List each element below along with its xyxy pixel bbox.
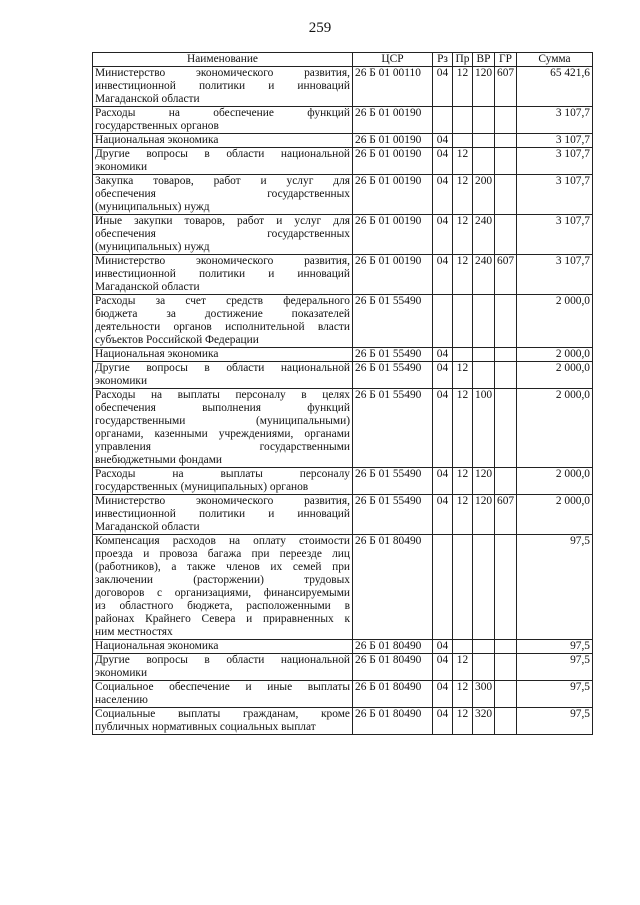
row-gr: 607: [495, 255, 517, 295]
row-csr: 26 Б 01 00190: [353, 215, 433, 255]
header-csr: ЦСР: [353, 53, 433, 67]
budget-table: [92, 52, 593, 735]
table-row: [93, 175, 593, 215]
row-name-line: управления государственными: [95, 441, 350, 453]
row-name-line: обеспечения государственных: [95, 228, 350, 240]
header-sum: Сумма: [517, 53, 593, 67]
header-rz: Рз: [433, 53, 453, 67]
row-name-line: населению: [95, 694, 148, 706]
row-csr: 26 Б 01 80490: [353, 681, 433, 708]
row-vr: 200: [473, 175, 495, 215]
row-name: [93, 495, 353, 535]
row-pr: 12: [453, 654, 473, 681]
row-rz: 04: [433, 640, 453, 654]
row-pr: 12: [453, 389, 473, 468]
row-name-line: (работников), а также членов их семей при: [95, 561, 350, 573]
row-pr: [453, 348, 473, 362]
row-name-line: субъектов Российской Федерации: [95, 334, 259, 346]
row-name-line: государственных (муниципальных) органов: [95, 481, 309, 493]
row-vr: 120: [473, 468, 495, 495]
row-name-line: Национальная экономика: [95, 134, 219, 146]
row-name-line: Социальные выплаты гражданам, кроме: [95, 708, 350, 720]
row-gr: [495, 362, 517, 389]
row-pr: 12: [453, 215, 473, 255]
row-name-line: Расходы на обеспечение функций: [95, 107, 350, 119]
table-row: [93, 708, 593, 735]
table-header: [93, 53, 593, 67]
row-vr: 240: [473, 255, 495, 295]
row-vr: [473, 107, 495, 134]
row-name-line: бюджета за достижение показателей: [95, 308, 350, 320]
row-name: [93, 134, 353, 148]
row-name: [93, 215, 353, 255]
row-csr: 26 Б 01 00190: [353, 175, 433, 215]
row-name: [93, 535, 353, 640]
row-name: [93, 640, 353, 654]
row-sum: 3 107,7: [517, 134, 593, 148]
row-sum: 97,5: [517, 654, 593, 681]
row-name-line: инвестиционной политики и инноваций: [95, 508, 350, 520]
row-vr: [473, 654, 495, 681]
header-vr: ВР: [473, 53, 495, 67]
row-name-line: Другие вопросы в области национальной: [95, 654, 350, 666]
row-pr: 12: [453, 362, 473, 389]
row-name-line: (муниципальных) нужд: [95, 241, 210, 253]
row-name-line: экономики: [95, 375, 148, 387]
row-vr: [473, 295, 495, 348]
table-row: [93, 348, 593, 362]
row-sum: 3 107,7: [517, 107, 593, 134]
row-rz: [433, 107, 453, 134]
table-row: [93, 681, 593, 708]
row-rz: 04: [433, 708, 453, 735]
row-vr: 120: [473, 67, 495, 107]
row-gr: [495, 134, 517, 148]
row-name-line: Расходы на выплаты персоналу в целях: [95, 389, 350, 401]
row-name-line: государственных органов: [95, 120, 219, 132]
table-row: [93, 389, 593, 468]
row-name: [93, 148, 353, 175]
row-gr: [495, 348, 517, 362]
row-vr: [473, 134, 495, 148]
row-name: [93, 295, 353, 348]
row-name-line: из областного бюджета, расположенными в: [95, 600, 350, 612]
table-row: [93, 495, 593, 535]
row-gr: 607: [495, 495, 517, 535]
row-name-line: экономики: [95, 667, 148, 679]
row-csr: 26 Б 01 00190: [353, 107, 433, 134]
row-name-line: договоров с организациями, финансируемыми: [95, 587, 350, 599]
row-rz: 04: [433, 362, 453, 389]
row-name: [93, 107, 353, 134]
table-row: [93, 295, 593, 348]
row-sum: 3 107,7: [517, 255, 593, 295]
row-name-line: органами, казенными учреждениями, органами: [95, 428, 350, 440]
row-pr: [453, 535, 473, 640]
row-vr: [473, 148, 495, 175]
row-name: [93, 348, 353, 362]
row-name: [93, 681, 353, 708]
row-vr: 120: [473, 495, 495, 535]
row-csr: 26 Б 01 00190: [353, 255, 433, 295]
row-name: [93, 255, 353, 295]
table-row: [93, 362, 593, 389]
row-gr: [495, 654, 517, 681]
header-gr: ГР: [495, 53, 517, 67]
table-row: [93, 215, 593, 255]
row-sum: 3 107,7: [517, 175, 593, 215]
row-name-line: Закупка товаров, работ и услуг для: [95, 175, 350, 187]
row-name: [93, 67, 353, 107]
table-row: [93, 535, 593, 640]
row-pr: 12: [453, 255, 473, 295]
row-sum: 97,5: [517, 535, 593, 640]
row-rz: 04: [433, 215, 453, 255]
row-csr: 26 Б 01 55490: [353, 495, 433, 535]
row-pr: [453, 640, 473, 654]
row-csr: 26 Б 01 55490: [353, 362, 433, 389]
row-name-line: инвестиционной политики и инноваций: [95, 80, 350, 92]
row-pr: 12: [453, 495, 473, 535]
row-name-line: обеспечения государственных: [95, 188, 350, 200]
row-name-line: Министерство экономического развития,: [95, 67, 350, 79]
row-gr: [495, 640, 517, 654]
row-rz: [433, 295, 453, 348]
row-vr: 320: [473, 708, 495, 735]
row-name: [93, 389, 353, 468]
table-row: [93, 654, 593, 681]
row-name-line: ним местностях: [95, 626, 173, 638]
row-csr: 26 Б 01 55490: [353, 348, 433, 362]
row-rz: [433, 535, 453, 640]
row-gr: [495, 468, 517, 495]
table-row: [93, 148, 593, 175]
row-csr: 26 Б 01 00190: [353, 148, 433, 175]
row-name-line: Расходы за счет средств федерального: [95, 295, 350, 307]
row-name-line: государственными (муниципальными): [95, 415, 350, 427]
row-name-line: Другие вопросы в области национальной: [95, 148, 350, 160]
row-name-line: внебюджетными фондами: [95, 454, 223, 466]
table-body: [93, 67, 593, 735]
row-name-line: (муниципальных) нужд: [95, 201, 210, 213]
row-name-line: Иные закупки товаров, работ и услуг для: [95, 215, 350, 227]
row-csr: 26 Б 01 55490: [353, 389, 433, 468]
header-pr: Пр: [453, 53, 473, 67]
row-rz: 04: [433, 468, 453, 495]
row-pr: [453, 295, 473, 348]
row-name-line: районах Крайнего Севера и приравненных к: [95, 613, 350, 625]
row-name-line: Магаданской области: [95, 281, 200, 293]
row-csr: 26 Б 01 80490: [353, 640, 433, 654]
row-vr: 300: [473, 681, 495, 708]
row-vr: [473, 640, 495, 654]
row-sum: 3 107,7: [517, 148, 593, 175]
row-rz: 04: [433, 148, 453, 175]
row-gr: [495, 708, 517, 735]
row-rz: 04: [433, 654, 453, 681]
row-name: [93, 175, 353, 215]
row-gr: [495, 148, 517, 175]
row-pr: [453, 107, 473, 134]
header-name: Наименование: [93, 53, 353, 67]
row-vr: 240: [473, 215, 495, 255]
row-sum: 2 000,0: [517, 468, 593, 495]
row-sum: 2 000,0: [517, 362, 593, 389]
row-rz: 04: [433, 134, 453, 148]
row-sum: 97,5: [517, 640, 593, 654]
table-row: [93, 134, 593, 148]
table-row: [93, 107, 593, 134]
row-vr: [473, 362, 495, 389]
row-name: [93, 362, 353, 389]
row-pr: 12: [453, 681, 473, 708]
row-csr: 26 Б 01 80490: [353, 654, 433, 681]
row-rz: 04: [433, 67, 453, 107]
row-sum: 97,5: [517, 681, 593, 708]
row-csr: 26 Б 01 55490: [353, 295, 433, 348]
row-name-line: заключении (расторжении) трудовых: [95, 574, 350, 586]
row-pr: [453, 134, 473, 148]
header-row: [93, 53, 593, 67]
row-name-line: Министерство экономического развития,: [95, 495, 350, 507]
row-gr: [495, 535, 517, 640]
row-rz: 04: [433, 389, 453, 468]
table-row: [93, 67, 593, 107]
row-rz: 04: [433, 681, 453, 708]
row-name-line: Другие вопросы в области национальной: [95, 362, 350, 374]
row-pr: 12: [453, 708, 473, 735]
row-csr: 26 Б 01 80490: [353, 535, 433, 640]
row-gr: [495, 107, 517, 134]
row-name-line: деятельности органов исполнительной власти: [95, 321, 350, 333]
row-pr: 12: [453, 148, 473, 175]
row-name: [93, 468, 353, 495]
row-csr: 26 Б 01 00110: [353, 67, 433, 107]
row-name-line: Национальная экономика: [95, 640, 219, 652]
row-gr: 607: [495, 67, 517, 107]
row-name-line: обеспечения выполнения функций: [95, 402, 350, 414]
table-row: [93, 640, 593, 654]
row-vr: [473, 535, 495, 640]
row-gr: [495, 295, 517, 348]
row-csr: 26 Б 01 80490: [353, 708, 433, 735]
row-pr: 12: [453, 468, 473, 495]
row-pr: 12: [453, 175, 473, 215]
row-name-line: Магаданской области: [95, 93, 200, 105]
row-name-line: публичных нормативных социальных выплат: [95, 721, 316, 733]
row-sum: 2 000,0: [517, 348, 593, 362]
row-sum: 97,5: [517, 708, 593, 735]
row-rz: 04: [433, 348, 453, 362]
row-rz: 04: [433, 175, 453, 215]
row-name-line: Национальная экономика: [95, 348, 219, 360]
row-rz: 04: [433, 255, 453, 295]
table-row: [93, 255, 593, 295]
page-number: 259: [308, 20, 332, 36]
row-name-line: экономики: [95, 161, 148, 173]
row-gr: [495, 389, 517, 468]
row-name-line: Министерство экономического развития,: [95, 255, 350, 267]
row-sum: 2 000,0: [517, 389, 593, 468]
row-sum: 2 000,0: [517, 495, 593, 535]
row-name: [93, 708, 353, 735]
row-name-line: Социальное обеспечение и иные выплаты: [95, 681, 350, 693]
table-row: [93, 468, 593, 495]
row-vr: [473, 348, 495, 362]
row-gr: [495, 215, 517, 255]
row-name-line: инвестиционной политики и инноваций: [95, 268, 350, 280]
row-pr: 12: [453, 67, 473, 107]
row-sum: 3 107,7: [517, 215, 593, 255]
row-gr: [495, 681, 517, 708]
row-name-line: Магаданской области: [95, 521, 200, 533]
row-csr: 26 Б 01 55490: [353, 468, 433, 495]
row-vr: 100: [473, 389, 495, 468]
row-rz: 04: [433, 495, 453, 535]
row-sum: 65 421,6: [517, 67, 593, 107]
row-name-line: проезда и провоза багажа при переезде лиц: [95, 548, 350, 560]
row-name: [93, 654, 353, 681]
row-csr: 26 Б 01 00190: [353, 134, 433, 148]
row-sum: 2 000,0: [517, 295, 593, 348]
row-name-line: Расходы на выплаты персоналу: [95, 468, 350, 480]
row-gr: [495, 175, 517, 215]
row-name-line: Компенсация расходов на оплату стоимости: [95, 535, 350, 547]
